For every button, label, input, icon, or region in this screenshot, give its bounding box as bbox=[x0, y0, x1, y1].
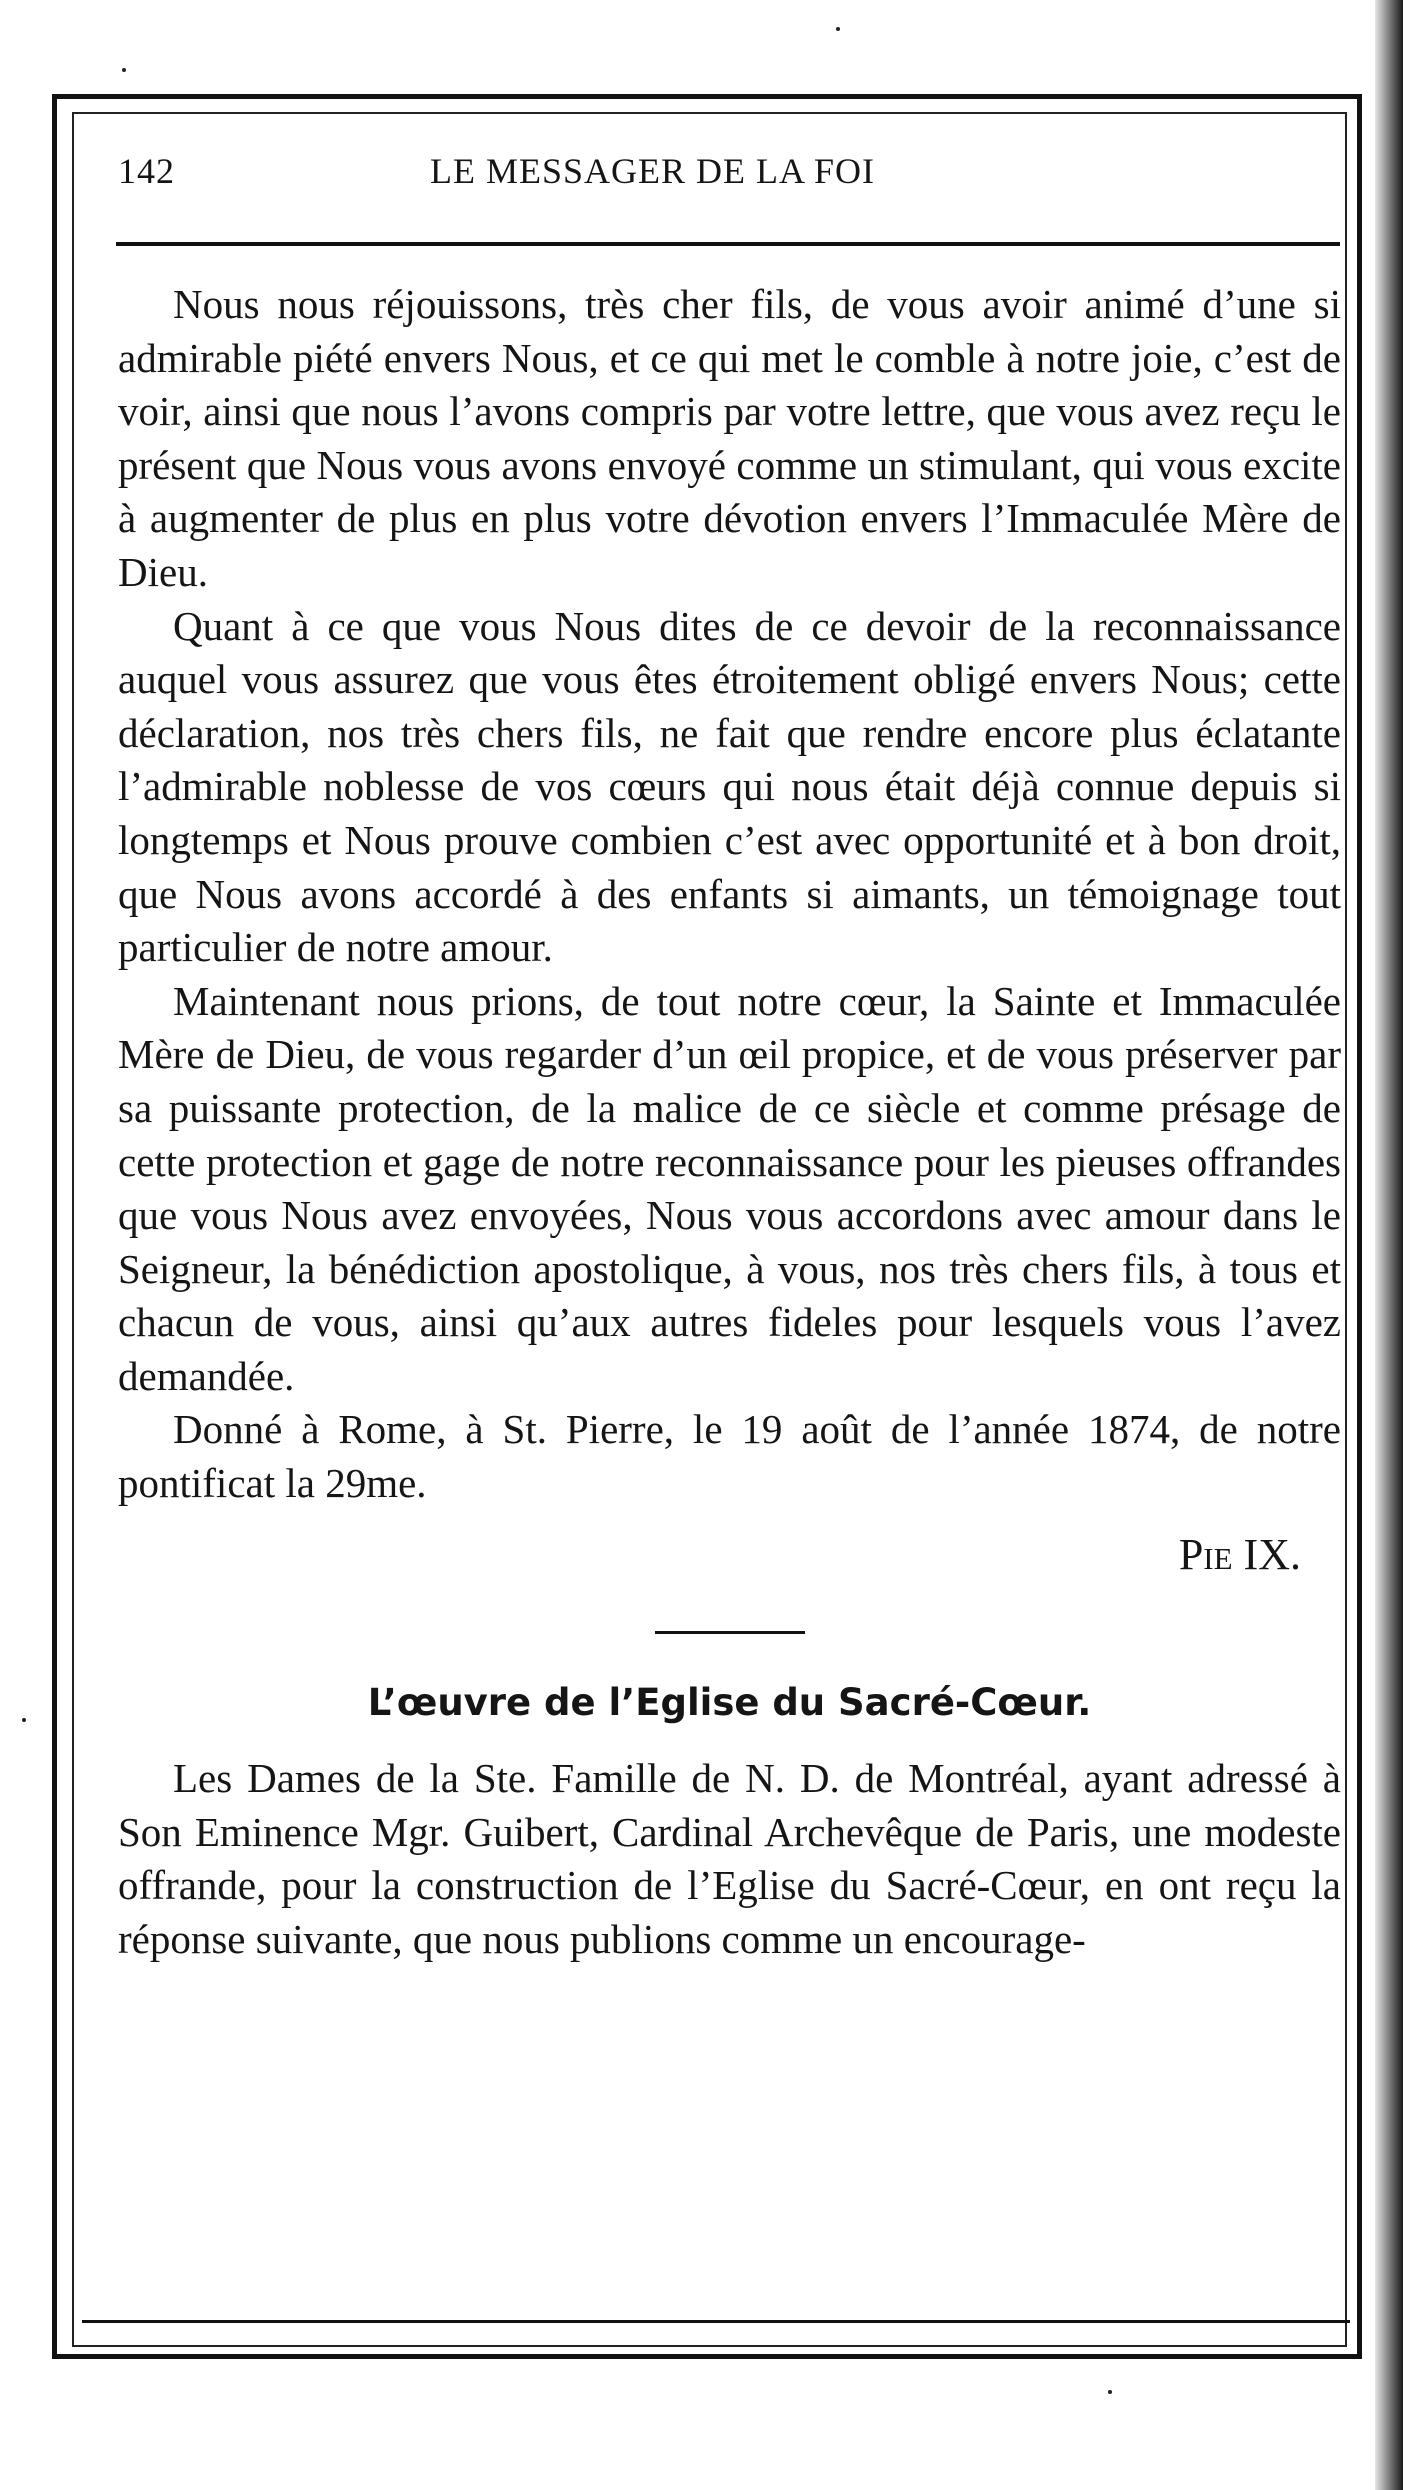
print-speck bbox=[122, 68, 126, 72]
print-speck bbox=[1108, 2390, 1112, 2394]
page-number: 142 bbox=[118, 151, 175, 191]
signature: Pie IX. bbox=[1178, 1529, 1301, 1579]
body-paragraph-1: Nous nous réjouissons, très cher fils, de vous avoir animé d’une si admirable piété envers Nous, et ce qui met le comble à notre joie, c’est de voir, ainsi que nous l’avons compris par votre lettre, que vous avez reçu le présent que Nous vous avons envoyé comme un stimulant, qui vous excite à augmenter de plus en plus votre dévotion envers l’Immaculée Mère de Dieu. bbox=[118, 281, 1341, 595]
section-separator bbox=[655, 1631, 805, 1634]
article-title: L’œuvre de l’Eglise du Sacré-Cœur. bbox=[367, 1681, 1092, 1725]
running-head: LE MESSAGER DE LA FOI bbox=[430, 151, 876, 191]
body-paragraph-4: Donné à Rome, à St. Pierre, le 19 août de l’année 1874, de notre pontificat la 29me. bbox=[118, 1406, 1341, 1507]
header-rule bbox=[116, 242, 1340, 246]
page-content bbox=[118, 278, 1341, 1967]
body-paragraph-2: Quant à ce que vous Nous dites de ce devoir de la reconnaissance auquel vous assurez que vous êtes étroitement obligé envers Nous; cette déclaration, nos très chers fils, ne fait que rendre encore plus éclatante l’admirable noblesse de vos cœurs qui nous était déjà connue depuis si longtemps et Nous prouve combien c’est avec opportunité et à bon droit, que Nous avons accordé à des enfants si aimants, un témoignage tout particulier de notre amour. bbox=[118, 602, 1341, 971]
article-paragraph: Les Dames de la Ste. Famille de N. D. de Montréal, ayant adressé à Son Eminence Mgr. Guibert, Cardinal Archevêque de Paris, une modeste offrande, pour la construction de l’Eglise du Sacré-Cœur, en ont reçu la réponse suivante, que nous publions comme un encourage- bbox=[118, 1755, 1341, 1963]
bottom-rule bbox=[82, 2320, 1350, 2323]
body-paragraph-3: Maintenant nous prions, de tout notre cœur, la Sainte et Immaculée Mère de Dieu, de vous regarder d’un œil propice, et de vous préserver par sa puissante protection, de la malice de ce siècle et comme présage de cette protection et gage de notre reconnaissance pour les pieuses offrandes que vous Nous avez envoyées, Nous vous accordons avec amour dans le Seigneur, la bénédiction apostolique, à vous, nos très chers fils, à tous et chacun de vous, ainsi qu’aux autres fideles pour lesquels vous l’avez demandée. bbox=[118, 977, 1341, 1399]
print-speck bbox=[836, 27, 840, 31]
page-header bbox=[110, 150, 1335, 205]
print-speck bbox=[22, 1718, 26, 1722]
page-edge-shadow bbox=[1375, 0, 1403, 2490]
